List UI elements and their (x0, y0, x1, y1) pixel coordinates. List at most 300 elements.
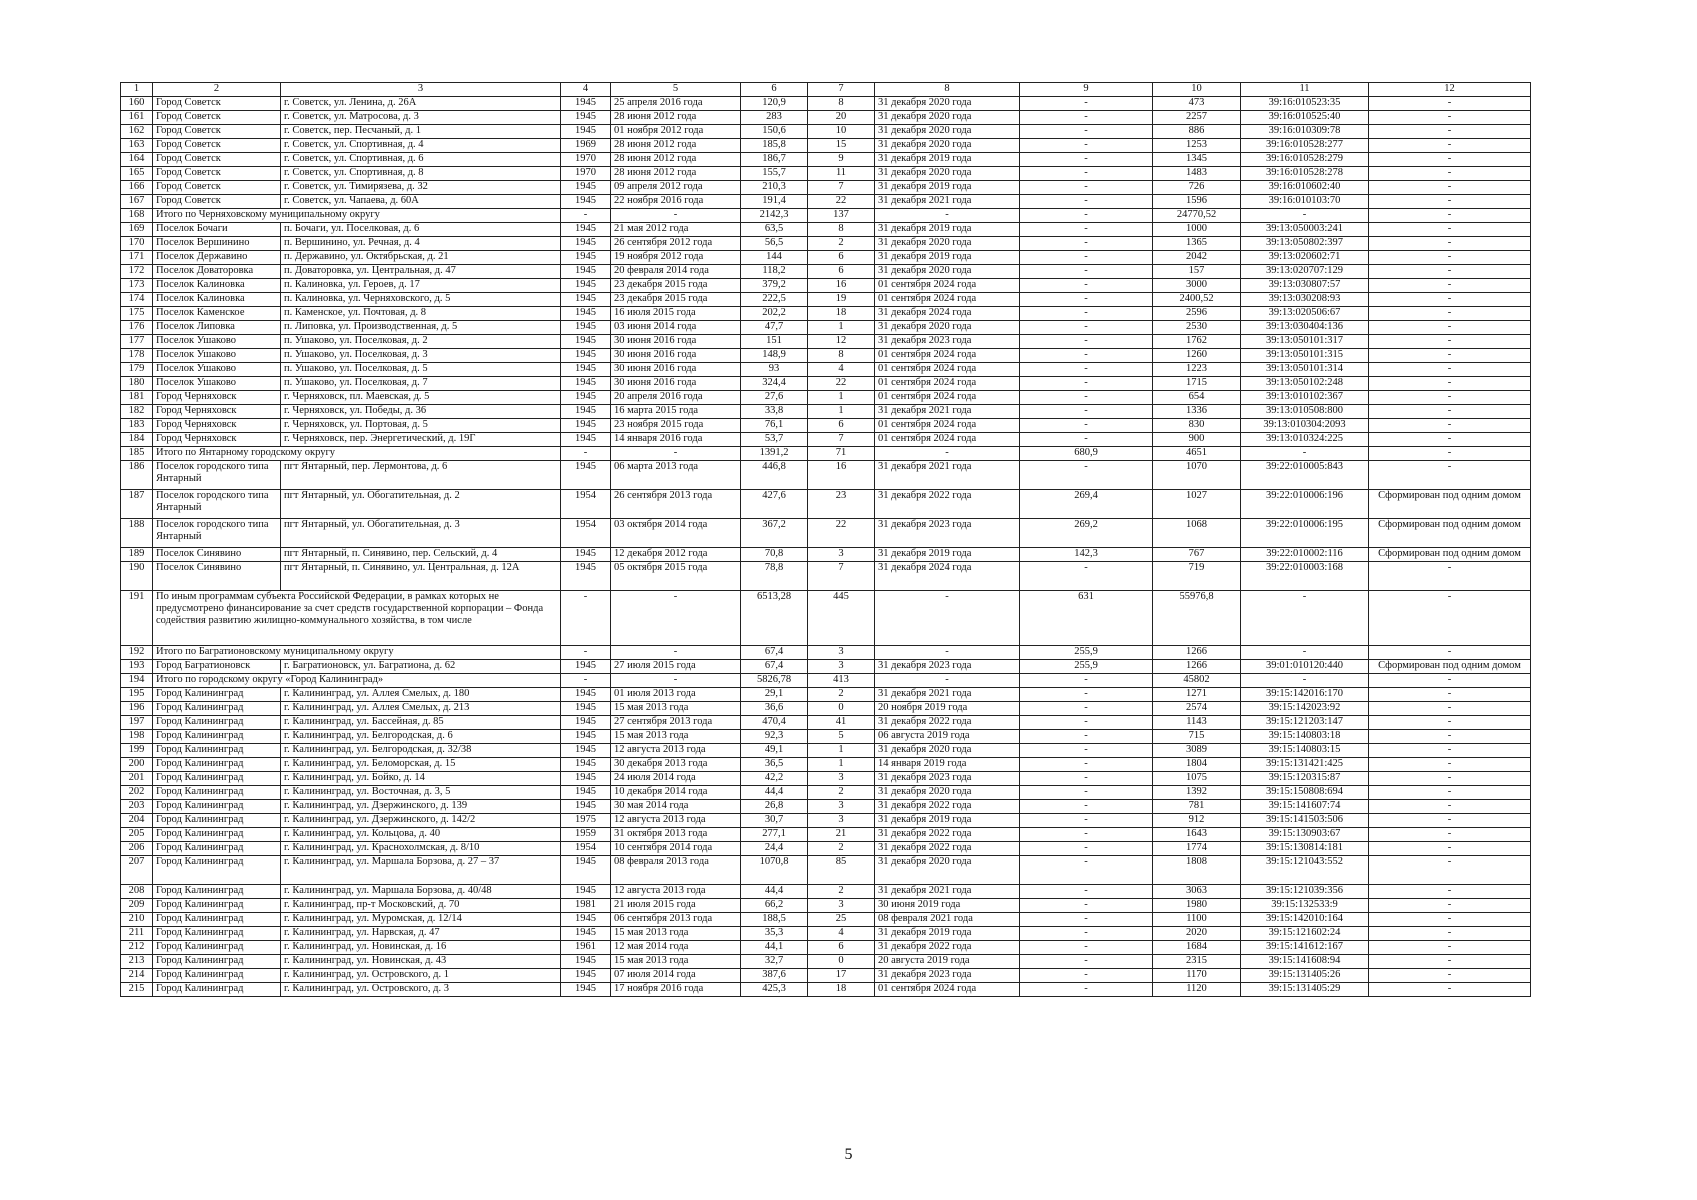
table-cell: 7 (808, 562, 875, 591)
table-cell: 1975 (561, 814, 611, 828)
table-cell: 151 (741, 335, 808, 349)
header-cell: 3 (281, 83, 561, 97)
table-cell: 1945 (561, 702, 611, 716)
table-cell: 186 (121, 461, 153, 490)
table-cell: - (611, 209, 741, 223)
table-cell: 26,8 (741, 800, 808, 814)
table-cell: 178 (121, 349, 153, 363)
table-cell: 2596 (1153, 307, 1241, 321)
table-cell: 56,5 (741, 237, 808, 251)
table-row (121, 786, 1531, 800)
table-row (121, 377, 1531, 391)
table-cell: 165 (121, 167, 153, 181)
table-cell: 1945 (561, 419, 611, 433)
table-cell: - (1020, 828, 1153, 842)
table-cell: 6 (808, 265, 875, 279)
table-cell: - (1020, 927, 1153, 941)
table-cell: - (1020, 899, 1153, 913)
table-cell: 470,4 (741, 716, 808, 730)
table-cell: 446,8 (741, 461, 808, 490)
table-cell: 1945 (561, 983, 611, 997)
table-row (121, 548, 1531, 562)
table-cell: 20 августа 2019 года (875, 955, 1020, 969)
table-cell: 92,3 (741, 730, 808, 744)
table-cell: 1945 (561, 251, 611, 265)
table-cell: г. Калининград, ул. Бассейная, д. 85 (281, 716, 561, 730)
table-cell: - (1020, 363, 1153, 377)
table-cell: Город Калининград (153, 927, 281, 941)
table-row (121, 461, 1531, 490)
table-cell: 01 сентября 2024 года (875, 279, 1020, 293)
table-cell: 01 сентября 2024 года (875, 983, 1020, 997)
table-cell: г. Калининград, ул. Восточная, д. 3, 5 (281, 786, 561, 800)
table-cell: 4 (808, 927, 875, 941)
table-cell: 1954 (561, 490, 611, 519)
header-cell: 1 (121, 83, 153, 97)
table-cell: - (1020, 279, 1153, 293)
table-row (121, 842, 1531, 856)
table-cell: 912 (1153, 814, 1241, 828)
table-cell: 186,7 (741, 153, 808, 167)
table-cell: 22 (808, 377, 875, 391)
table-cell: 182 (121, 405, 153, 419)
table-cell: п. Липовка, ул. Производственная, д. 5 (281, 321, 561, 335)
table-cell: 206 (121, 842, 153, 856)
table-cell: - (1369, 899, 1531, 913)
row-number: 194 (121, 674, 153, 688)
table-cell: 63,5 (741, 223, 808, 237)
table-cell: 70,8 (741, 548, 808, 562)
table-cell: - (1369, 265, 1531, 279)
table-cell: Город Калининград (153, 800, 281, 814)
table-cell: 31 декабря 2022 года (875, 716, 1020, 730)
table-cell: 1804 (1153, 758, 1241, 772)
table-cell: 202 (121, 786, 153, 800)
table-cell: 150,6 (741, 125, 808, 139)
table-cell: п. Вершинино, ул. Речная, д. 4 (281, 237, 561, 251)
table-cell: Поселок Ушаково (153, 377, 281, 391)
table-cell: 203 (121, 800, 153, 814)
table-cell: 12 мая 2014 года (611, 941, 741, 955)
table-cell: - (1369, 885, 1531, 899)
table-cell: - (1369, 405, 1531, 419)
table-cell: - (1020, 111, 1153, 125)
table-cell: 5826,78 (741, 674, 808, 688)
table-cell: 39:13:010304:2093 (1241, 419, 1369, 433)
table-row (121, 111, 1531, 125)
table-cell: 29,1 (741, 688, 808, 702)
table-cell: Поселок Каменское (153, 307, 281, 321)
table-cell: - (1241, 674, 1369, 688)
table-cell: - (1369, 111, 1531, 125)
table-cell: 1945 (561, 307, 611, 321)
table-cell: 30 июня 2019 года (875, 899, 1020, 913)
table-cell: п. Калиновка, ул. Героев, д. 17 (281, 279, 561, 293)
table-cell: 1945 (561, 335, 611, 349)
table-cell: - (1020, 702, 1153, 716)
table-cell: 01 сентября 2024 года (875, 433, 1020, 447)
table-cell: 1 (808, 321, 875, 335)
table-row (121, 335, 1531, 349)
header-row (121, 83, 1531, 97)
table-cell: 03 июня 2014 года (611, 321, 741, 335)
table-cell: 1643 (1153, 828, 1241, 842)
table-cell: Город Калининград (153, 730, 281, 744)
table-cell: 28 июня 2012 года (611, 167, 741, 181)
table-cell: 1945 (561, 548, 611, 562)
table-cell: 1170 (1153, 969, 1241, 983)
table-cell: - (1020, 814, 1153, 828)
table-cell: 427,6 (741, 490, 808, 519)
table-cell: 39:16:010309:78 (1241, 125, 1369, 139)
table-cell: - (1369, 591, 1531, 646)
table-cell: 1945 (561, 377, 611, 391)
table-cell: 2020 (1153, 927, 1241, 941)
table-cell: г. Калининград, ул. Дзержинского, д. 139 (281, 800, 561, 814)
table-cell: Поселок городского типа Янтарный (153, 490, 281, 519)
table-cell: 31 декабря 2019 года (875, 927, 1020, 941)
table-cell: 3089 (1153, 744, 1241, 758)
table-cell: г. Советск, ул. Спортивная, д. 6 (281, 153, 561, 167)
table-cell: 886 (1153, 125, 1241, 139)
table-cell: 1391,2 (741, 447, 808, 461)
table-cell: 31 декабря 2022 года (875, 941, 1020, 955)
table-cell: - (1020, 391, 1153, 405)
table-cell: г. Калининград, ул. Белгородская, д. 6 (281, 730, 561, 744)
table-row (121, 969, 1531, 983)
table-cell: 1945 (561, 772, 611, 786)
header-cell: 2 (153, 83, 281, 97)
table-row (121, 195, 1531, 209)
table-cell: 1068 (1153, 519, 1241, 548)
table-cell: - (1369, 167, 1531, 181)
table-cell: 39:22:010006:196 (1241, 490, 1369, 519)
table-cell: 16 июля 2015 года (611, 307, 741, 321)
table-cell: 1253 (1153, 139, 1241, 153)
table-cell: 35,3 (741, 927, 808, 941)
table-cell: 31 декабря 2022 года (875, 490, 1020, 519)
table-cell: г. Калининград, ул. Беломорская, д. 15 (281, 758, 561, 772)
total-label: Итого по Багратионовскому муниципальному округу (153, 646, 561, 660)
table-cell: Поселок Державино (153, 251, 281, 265)
row-number: 168 (121, 209, 153, 223)
table-cell: Сформирован под одним домом (1369, 660, 1531, 674)
table-cell: 39:22:010003:168 (1241, 562, 1369, 591)
table-cell: 44,4 (741, 786, 808, 800)
table-cell: Город Черняховск (153, 419, 281, 433)
table-cell: - (561, 646, 611, 660)
table-cell: 1945 (561, 265, 611, 279)
table-cell: 24,4 (741, 842, 808, 856)
table-cell: 1075 (1153, 772, 1241, 786)
table-cell: 18 (808, 983, 875, 997)
table-cell: Город Черняховск (153, 433, 281, 447)
table-cell: 19 ноября 2012 года (611, 251, 741, 265)
table-cell: 1100 (1153, 913, 1241, 927)
table-row (121, 405, 1531, 419)
table-cell: 01 сентября 2024 года (875, 419, 1020, 433)
table-cell: 201 (121, 772, 153, 786)
table-cell: 49,1 (741, 744, 808, 758)
table-cell: 39:13:030208:93 (1241, 293, 1369, 307)
table-cell: 184 (121, 433, 153, 447)
table-cell: 1266 (1153, 660, 1241, 674)
table-cell: 1945 (561, 969, 611, 983)
table-cell: 31 декабря 2022 года (875, 828, 1020, 842)
table-cell: Город Калининград (153, 983, 281, 997)
table-cell: 30 мая 2014 года (611, 800, 741, 814)
table-cell: 900 (1153, 433, 1241, 447)
table-cell: 15 мая 2013 года (611, 927, 741, 941)
table-cell: - (1241, 447, 1369, 461)
table-cell: 44,1 (741, 941, 808, 955)
table-cell: 30 июня 2016 года (611, 377, 741, 391)
table-row (121, 307, 1531, 321)
table-cell: 31 декабря 2019 года (875, 814, 1020, 828)
table-cell: 22 (808, 519, 875, 548)
table-cell: 39:15:121602:24 (1241, 927, 1369, 941)
table-row (121, 702, 1531, 716)
table-cell: 39:13:010324:225 (1241, 433, 1369, 447)
table-cell: 413 (808, 674, 875, 688)
table-cell: 39:13:010102:367 (1241, 391, 1369, 405)
table-cell: 1945 (561, 349, 611, 363)
table-cell: 379,2 (741, 279, 808, 293)
table-row (121, 490, 1531, 519)
table-cell: 39:16:010103:70 (1241, 195, 1369, 209)
table-cell: - (1020, 251, 1153, 265)
table-cell: 1336 (1153, 405, 1241, 419)
table-row (121, 562, 1531, 591)
table-cell: Поселок Ушаково (153, 335, 281, 349)
table-cell: 71 (808, 447, 875, 461)
table-cell: п. Державино, ул. Октябрьская, д. 21 (281, 251, 561, 265)
table-cell: 20 (808, 111, 875, 125)
table-cell: 31 декабря 2020 года (875, 125, 1020, 139)
table-cell: 191,4 (741, 195, 808, 209)
table-cell: 3 (808, 646, 875, 660)
table-cell: 27,6 (741, 391, 808, 405)
table-cell: 445 (808, 591, 875, 646)
table-cell: 45802 (1153, 674, 1241, 688)
table-cell: 39:13:020506:67 (1241, 307, 1369, 321)
table-cell: 211 (121, 927, 153, 941)
table-cell: 3 (808, 814, 875, 828)
table-cell: 207 (121, 856, 153, 885)
table-cell: 6 (808, 941, 875, 955)
table-cell: - (1369, 153, 1531, 167)
table-cell: 39:13:050101:314 (1241, 363, 1369, 377)
table-cell: 39:15:121039:356 (1241, 885, 1369, 899)
header-cell: 7 (808, 83, 875, 97)
table-cell: 631 (1020, 591, 1153, 646)
table-cell: 1945 (561, 405, 611, 419)
table-cell: 12 августа 2013 года (611, 814, 741, 828)
table-row (121, 744, 1531, 758)
total-label: Итого по городскому округу «Город Калининград» (153, 674, 561, 688)
table-cell: 31 декабря 2020 года (875, 265, 1020, 279)
table-cell: 23 декабря 2015 года (611, 279, 741, 293)
table-cell: 7 (808, 181, 875, 195)
table-cell: 1945 (561, 730, 611, 744)
table-cell: Поселок Доваторовка (153, 265, 281, 279)
table-cell: 144 (741, 251, 808, 265)
table-cell: 39:15:142010:164 (1241, 913, 1369, 927)
table-cell: - (1020, 730, 1153, 744)
table-cell: 15 мая 2013 года (611, 730, 741, 744)
table-cell: - (1020, 153, 1153, 167)
table-cell: 1945 (561, 562, 611, 591)
table-cell: 1762 (1153, 335, 1241, 349)
table-cell: 726 (1153, 181, 1241, 195)
table-cell: 76,1 (741, 419, 808, 433)
table-cell: 188 (121, 519, 153, 548)
table-cell: 23 (808, 490, 875, 519)
table-cell: 78,8 (741, 562, 808, 591)
table-cell: 719 (1153, 562, 1241, 591)
table-cell: - (1020, 856, 1153, 885)
table-cell: 197 (121, 716, 153, 730)
table-cell: 39:15:150808:694 (1241, 786, 1369, 800)
table-row (121, 716, 1531, 730)
header-cell: 10 (1153, 83, 1241, 97)
table-cell: 1970 (561, 153, 611, 167)
table-cell: 05 октября 2015 года (611, 562, 741, 591)
table-cell: 1945 (561, 660, 611, 674)
table-cell: - (1020, 983, 1153, 997)
table-cell: 208 (121, 885, 153, 899)
table-cell: 269,2 (1020, 519, 1153, 548)
table-cell: г. Калининград, ул. Маршала Борзова, д. 27 – 37 (281, 856, 561, 885)
table-cell: 196 (121, 702, 153, 716)
table-cell: 23 декабря 2015 года (611, 293, 741, 307)
table-cell: 31 декабря 2021 года (875, 688, 1020, 702)
table-cell: 198 (121, 730, 153, 744)
table-cell: - (1020, 716, 1153, 730)
table-cell: Город Советск (153, 195, 281, 209)
table-cell: 08 февраля 2021 года (875, 913, 1020, 927)
table-cell: 20 апреля 2016 года (611, 391, 741, 405)
table-cell: Город Калининград (153, 885, 281, 899)
table-cell: - (1369, 814, 1531, 828)
page-number: 5 (844, 1146, 853, 1163)
table-cell: 15 мая 2013 года (611, 702, 741, 716)
table-cell: - (1369, 786, 1531, 800)
table-cell: 1945 (561, 927, 611, 941)
table-cell: 1945 (561, 786, 611, 800)
table-row (121, 419, 1531, 433)
table-cell: 1945 (561, 955, 611, 969)
table-cell: 21 (808, 828, 875, 842)
table-cell: 3000 (1153, 279, 1241, 293)
table-cell: 170 (121, 237, 153, 251)
table-cell: 1954 (561, 842, 611, 856)
table-cell: - (1369, 447, 1531, 461)
table-cell: - (1369, 419, 1531, 433)
table-cell: 17 ноября 2016 года (611, 983, 741, 997)
table-cell: 204 (121, 814, 153, 828)
table-cell: 1970 (561, 167, 611, 181)
table-cell: - (1241, 209, 1369, 223)
table-cell: 283 (741, 111, 808, 125)
table-cell: 39:16:010525:40 (1241, 111, 1369, 125)
table-cell: 6513,28 (741, 591, 808, 646)
table-cell: 30 декабря 2013 года (611, 758, 741, 772)
table-cell: 1945 (561, 111, 611, 125)
table-cell: - (1369, 674, 1531, 688)
table-cell: Поселок Калиновка (153, 293, 281, 307)
table-cell: г. Советск, ул. Спортивная, д. 8 (281, 167, 561, 181)
table-cell: 06 марта 2013 года (611, 461, 741, 490)
table-cell: Поселок Липовка (153, 321, 281, 335)
table-cell: 10 сентября 2014 года (611, 842, 741, 856)
table-cell: Город Калининград (153, 744, 281, 758)
table-cell: 39:15:121043:552 (1241, 856, 1369, 885)
table-row (121, 814, 1531, 828)
table-cell: 08 февраля 2013 года (611, 856, 741, 885)
table-cell: 1392 (1153, 786, 1241, 800)
table-cell: 39:16:010528:278 (1241, 167, 1369, 181)
table-row (121, 758, 1531, 772)
table-cell: - (1369, 349, 1531, 363)
table-cell: 2315 (1153, 955, 1241, 969)
table-cell: 53,7 (741, 433, 808, 447)
table-cell: 2574 (1153, 702, 1241, 716)
table-cell: 2530 (1153, 321, 1241, 335)
table-row (121, 293, 1531, 307)
table-cell: - (1369, 363, 1531, 377)
table-cell: Город Советск (153, 125, 281, 139)
table-cell: 180 (121, 377, 153, 391)
table-cell: 01 сентября 2024 года (875, 377, 1020, 391)
table-cell: - (561, 447, 611, 461)
table-cell: 157 (1153, 265, 1241, 279)
table-cell: 255,9 (1020, 660, 1153, 674)
table-cell: 187 (121, 490, 153, 519)
table-cell: 41 (808, 716, 875, 730)
table-cell: Поселок Калиновка (153, 279, 281, 293)
table-cell: - (1369, 955, 1531, 969)
table-cell: - (1020, 885, 1153, 899)
table-cell: 214 (121, 969, 153, 983)
table-cell: - (1369, 307, 1531, 321)
table-cell: 39:15:140803:15 (1241, 744, 1369, 758)
table-cell: п. Ушаково, ул. Поселковая, д. 3 (281, 349, 561, 363)
table-cell: 9 (808, 153, 875, 167)
table-cell: 222,5 (741, 293, 808, 307)
table-cell: 8 (808, 223, 875, 237)
table-cell: - (611, 447, 741, 461)
table-cell: г. Советск, ул. Тимирязева, д. 32 (281, 181, 561, 195)
table-cell: 2142,3 (741, 209, 808, 223)
table-cell: - (1369, 335, 1531, 349)
table-cell: 39:13:050003:241 (1241, 223, 1369, 237)
table-cell: 31 декабря 2021 года (875, 885, 1020, 899)
table-cell: Город Советск (153, 153, 281, 167)
table-cell: - (1369, 237, 1531, 251)
table-cell: 654 (1153, 391, 1241, 405)
table-cell: - (1020, 419, 1153, 433)
table-cell: пгт Янтарный, пер. Лермонтова, д. 6 (281, 461, 561, 490)
table-cell: 06 сентября 2013 года (611, 913, 741, 927)
table-cell: 09 апреля 2012 года (611, 181, 741, 195)
table-cell: 20 февраля 2014 года (611, 265, 741, 279)
table-cell: Город Калининград (153, 814, 281, 828)
table-cell: Поселок городского типа Янтарный (153, 461, 281, 490)
table-cell: 2257 (1153, 111, 1241, 125)
table-cell: 148,9 (741, 349, 808, 363)
table-cell: - (1369, 461, 1531, 490)
